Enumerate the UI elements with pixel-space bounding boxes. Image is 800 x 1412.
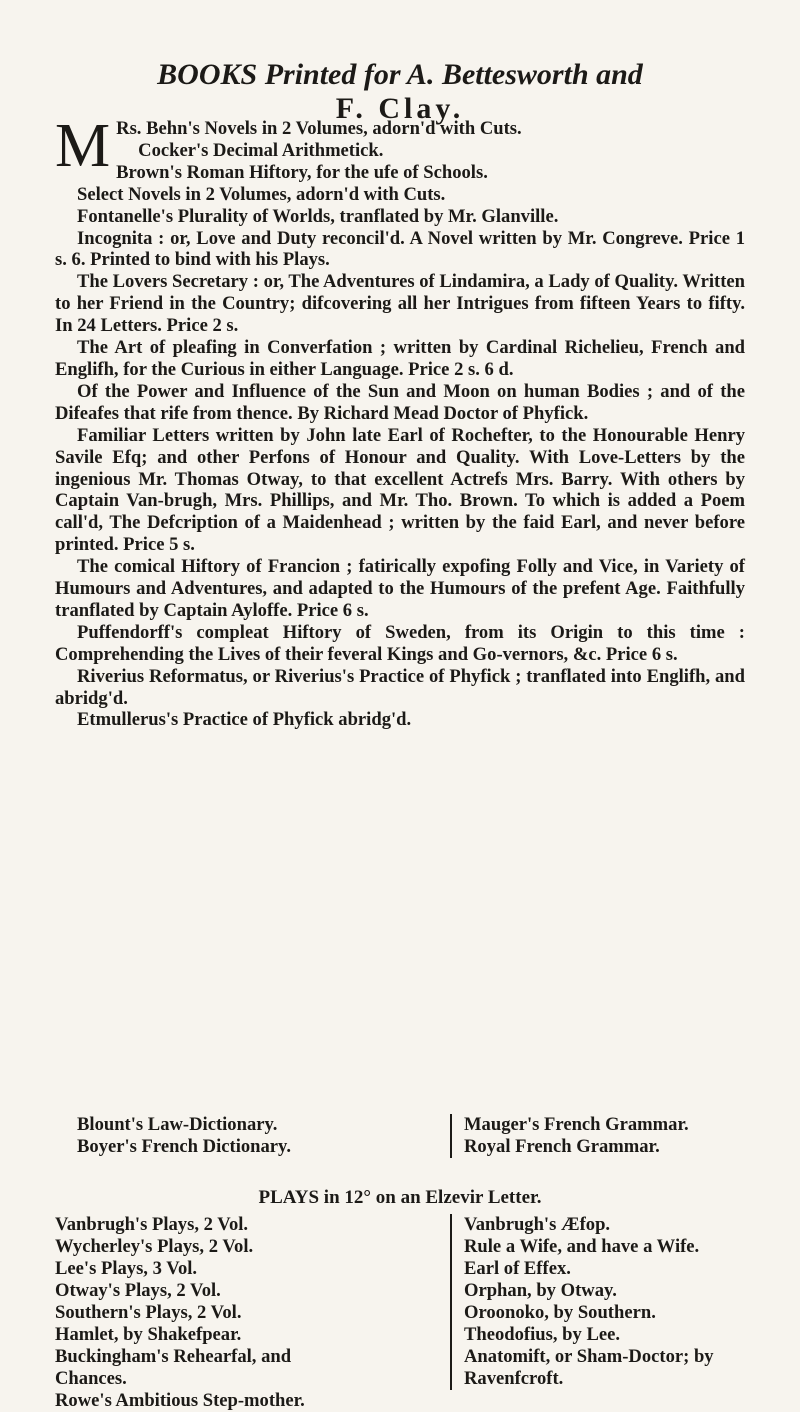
play-item: Rule a Wife, and have a Wife. <box>464 1236 700 1257</box>
plays-right <box>450 1214 764 1390</box>
book-entry: Cocker's Decimal Arithmetick. <box>138 139 384 161</box>
dictionary-item: Blount's Law-Dictionary. <box>77 1114 278 1135</box>
play-item: Vanbrugh's Æfop. <box>464 1214 611 1235</box>
book-entry: Puffendorff's compleat Hiftory of Sweden, from its Origin to this time : Comprehending the Lives of their feveral Kings and Go-vernors, &c. Price 6 s. <box>55 621 745 665</box>
book-entry: Brown's Roman Hiftory, for the ufe of Schools. <box>116 161 488 183</box>
play-item: Orphan, by Otway. <box>464 1280 617 1301</box>
play-item: Ravenfcroft. <box>464 1368 564 1389</box>
plays-left <box>55 1214 385 1412</box>
play-item: Hamlet, by Shakefpear. <box>55 1324 242 1345</box>
play-item: Vanbrugh's Plays, 2 Vol. <box>55 1214 249 1235</box>
header-title: BOOKS Printed for A. Bettesworth and <box>157 58 643 91</box>
book-entry: The Lovers Secretary : or, The Adventures of Lindamira, a Lady of Quality. Written to her Friend in the Country; difcovering all her Intrigues from fifteen Years to fifty. In 24 Letters. Price 2 s. <box>55 271 746 337</box>
book-entry: Fontanelle's Plurality of Worlds, tranflated by Mr. Glanville. <box>77 205 559 227</box>
dictionaries-right <box>450 1114 764 1158</box>
play-item: Oroonoko, by Southern. <box>464 1302 656 1323</box>
plays-heading: PLAYS in 12° on an Elzevir Letter. <box>258 1187 542 1208</box>
play-item: Southern's Plays, 2 Vol. <box>55 1302 242 1323</box>
play-item: Wycherley's Plays, 2 Vol. <box>55 1236 254 1257</box>
header-subtitle: F. Clay. <box>335 92 465 125</box>
dictionary-item: Royal French Grammar. <box>464 1136 660 1157</box>
page-header <box>0 58 800 126</box>
dictionary-item: Mauger's French Grammar. <box>464 1114 689 1135</box>
dictionaries-left <box>77 1114 407 1158</box>
drop-cap: M <box>55 112 111 180</box>
play-item: Rowe's Ambitious Step-mother. <box>55 1390 305 1411</box>
book-entry: Of the Power and Influence of the Sun and Moon on human Bodies ; and of the Difeafes that rife from thence. By Richard Mead Doctor of Phyfick. <box>55 380 745 424</box>
play-item: Buckingham's Rehearfal, and <box>55 1346 292 1367</box>
play-item: Chances. <box>55 1368 127 1389</box>
book-entry: Riverius Reformatus, or Riverius's Practice of Phyfick ; tranflated into Englifh, and abridg'd. <box>55 665 745 709</box>
play-item: Theodofius, by Lee. <box>464 1324 621 1345</box>
book-entry: Select Novels in 2 Volumes, adorn'd with Cuts. <box>77 183 446 205</box>
book-list <box>55 112 746 731</box>
book-entry: Familiar Letters written by John late Earl of Rochefter, to the Honourable Henry Savile Efq; and other Perfons of Honour and Quality. With Love-Letters by the ingenious Mr. Thomas Otway, to that excellent Actrefs Mrs. Barry. With others by Captain Van-brugh, Mrs. Phillips, and Mr. Tho. Brown. To which is added a Poem call'd, The Defcription of a Maidenhead ; written by the faid Earl, and never before printed. Price 5 s. <box>55 424 745 556</box>
play-item: Otway's Plays, 2 Vol. <box>55 1280 221 1301</box>
book-entry: The comical Hiftory of Francion ; fatirically expofing Folly and Vice, in Variety of Humours and Adventures, and adapted to the Humours of the prefent Age. Faithfully tranflated by Captain Ayloffe. Price 6 s. <box>55 556 745 621</box>
book-entry: M Rs. Behn's Novels in 2 Volumes, adorn'd with Cuts. <box>55 112 522 180</box>
play-item: Lee's Plays, 3 Vol. <box>55 1258 198 1279</box>
book-entry: Etmullerus's Practice of Phyfick abridg'd. <box>77 709 412 731</box>
play-item: Anatomift, or Sham-Doctor; by <box>464 1346 714 1367</box>
book-entry: Incognita : or, Love and Duty reconcil'd. A Novel written by Mr. Congreve. Price 1 s. 6. Printed to bind with his Plays. <box>55 227 745 271</box>
play-item: Earl of Effex. <box>464 1258 571 1279</box>
book-entry: The Art of pleafing in Converfation ; written by Cardinal Richelieu, French and Englifh, for the Curious in either Language. Price 2 s. 6 d. <box>55 337 745 380</box>
dictionary-item: Boyer's French Dictionary. <box>77 1136 291 1157</box>
